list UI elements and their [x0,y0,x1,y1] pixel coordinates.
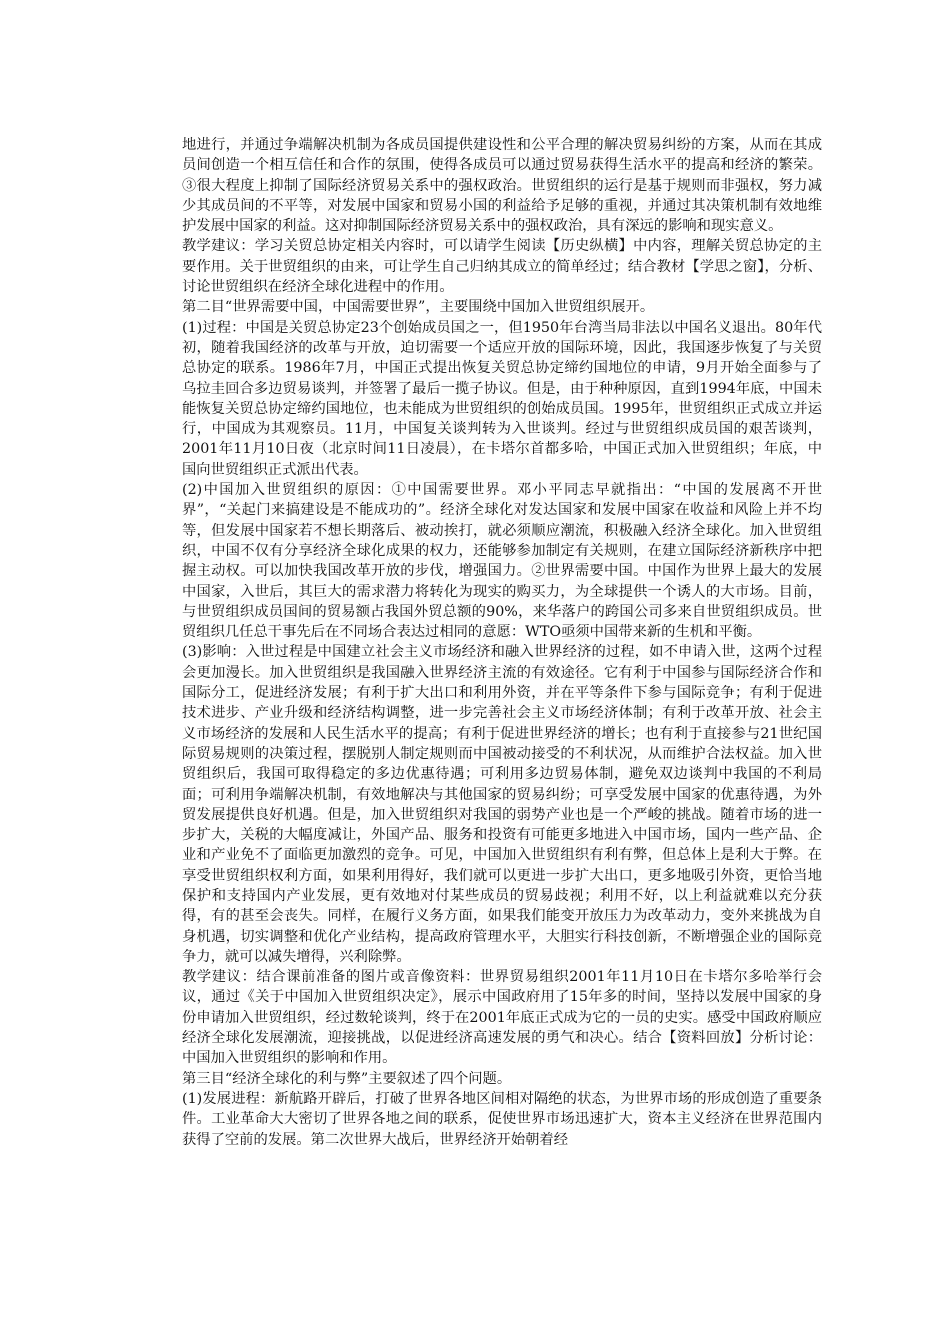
paragraph-section-2-heading: 第二目“世界需要中国，中国需要世界”，主要围绕中国加入世贸组织展开。 [182,299,655,316]
paragraph-accession-impact: (3)影响：入世过程是中国建立社会主义市场经济和融入世界经济的过程，如不申请入世，这两个过程会更加漫长。加入世贸组织是我国融入世界经济主流的有效途径。它有利于中国参与国际经济合作和国际分工，促进经济发展；有利于扩大出口和利用外资，并在平等条件下参与国际竞争；有利于促进技术进步、产业升级和经济结构调整，进一步完善社会主义市场经济体制；有利于改革开放、社会主义市场经济的发展和人民生活水平的提高；有利于促进世界经济的增长；也有利于直接参与21世纪国际贸易规则的决策过程，摆脱别人制定规则而中国被动接受的不利状况，从而维护合法权益。加入世贸组织后，我国可取得稳定的多边优惠待遇；可利用多边贸易体制，避免双边谈判中我国的不利局面；可利用争端解决机制，有效地解决与其他国家的贸易纠纷；可享受发展中国家的优惠待遇，为外贸发展提供良好机遇。但是，加入世贸组织对我国的弱势产业也是一个严峻的挑战。随着市场的进一步扩大，关税的大幅度减让，外国产品、服务和投资有可能更多地进入中国市场，国内一些产品、企业和产业免不了面临更加激烈的竞争。可见，中国加入世贸组织有利有弊，但总体上是利大于弊。在享受世贸组织权利方面，如果利用得好，我们就可以更进一步扩大出口，更多地吸引外资，更恰当地保护和支持国内产业发展，更有效地对付某些成员的贸易歧视；利用不好，以上利益就难以充分获得，有的甚至会丧失。同样，在履行义务方面，如果我们能变开放压力为改革动力，变外来挑战为自身机遇，切实调整和优化产业结构，提高政府管理水平，大胆实行科技创新，不断增强企业的国际竞争力，就可以减失增得，兴利除弊。 [182,644,822,965]
paragraph-teaching-suggestion-1: 教学建议：学习关贸总协定相关内容时，可以请学生阅读【历史纵横】中内容，理解关贸总协定的主要作用。关于世贸组织的由来，可让学生自己归纳其成立的简单经过；结合教材【学思之窗】，分析、讨论世贸组织在经济全球化进程中的作用。 [182,238,822,296]
paragraph-accession-process: (1)过程：中国是关贸总协定23个创始成员国之一，但1950年台湾当局非法以中国名义退出。80年代初，随着我国经济的改革与开放，迫切需要一个适应开放的国际环境，因此，我国逐步恢复了与关贸总协定的联系。1986年7月，中国正式提出恢复关贸总协定缔约国地位的申请，9月开始全面参与了乌拉圭回合多边贸易谈判，并签署了最后一揽子协议。但是，由于种种原因，直到1994年底，中国未能恢复关贸总协定缔约国地位，也未能成为世贸组织的创始成员国。1995年，世贸组织正式成立并运行，中国成为其观察员。11月，中国复关谈判转为入世谈判。经过与世贸组织成员国的艰苦谈判，2001年11月10日夜（北京时间11日凌晨），在卡塔尔首都多哈，中国正式加入世贸组织；年底，中国向世贸组织正式派出代表。 [182,319,822,478]
document-page [182,135,822,1150]
paragraph-accession-reasons: (2)中国加入世贸组织的原因：①中国需要世界。邓小平同志早就指出：“中国的发展离不开世界”，“关起门来搞建设是不能成功的”。经济全球化对发达国家和发展中国家在收益和风险上并不均等，但发展中国家若不想长期落后、被动挨打，就必须顺应潮流，积极融入经济全球化。加入世贸组织，中国不仅有分享经济全球化成果的权力，还能够参加制定有关规则，在建立国际经济新秩序中把握主动权。可以加快我国改革开放的步伐，增强国力。②世界需要中国。中国作为世界上最大的发展中国家，入世后，其巨大的需求潜力将转化为现实的购买力，为全球提供一个诱人的大市场。目前，与世贸组织成员国间的贸易额占我国外贸总额的90%，来华落户的跨国公司多来自世贸组织成员。世贸组织几任总干事先后在不同场合表达过相同的意愿：WTO亟须中国带来新的生机和平衡。 [182,482,822,641]
paragraph-section-3-heading: 第三目“经济全球化的利与弊”主要叙述了四个问题。 [182,1070,512,1087]
paragraph-development-process: (1)发展进程：新航路开辟后，打破了世界各地区间相对隔绝的状态，为世界市场的形成创造了重要条件。工业革命大大密切了世界各地之间的联系，促使世界市场迅速扩大，资本主义经济在世界范围内获得了空前的发展。第二次世界大战后，世界经济开始朝着经 [182,1090,822,1148]
paragraph-teaching-suggestion-2: 教学建议：结合课前准备的图片或音像资料：世界贸易组织2001年11月10日在卡塔尔多哈举行会议，通过《关于中国加入世贸组织决定》，展示中国政府用了15年多的时间，坚持以发展中国家的身份申请加入世贸组织，经过数轮谈判，终于在2001年底正式成为它的一员的史实。感受中国政府顺应经济全球化发展潮流，迎接挑战，以促进经济高速发展的勇气和决心。结合【资料回放】分析讨论：中国加入世贸组织的影响和作用。 [182,969,822,1067]
paragraph-wto-power-politics: 地进行，并通过争端解决机制为各成员国提供建设性和公平合理的解决贸易纠纷的方案，从而在其成员间创造一个相互信任和合作的氛围，使得各成员可以通过贸易获得生活水平的提高和经济的繁荣。③很大程度上抑制了国际经济贸易关系中的强权政治。世贸组织的运行是基于规则而非强权，努力减少其成员间的不平等，对发展中国家和贸易小国的利益给予足够的重视，并通过其决策机制有效地维护发展中国家的利益。这对抑制国际经济贸易关系中的强权政治，具有深远的影响和现实意义。 [182,137,822,235]
